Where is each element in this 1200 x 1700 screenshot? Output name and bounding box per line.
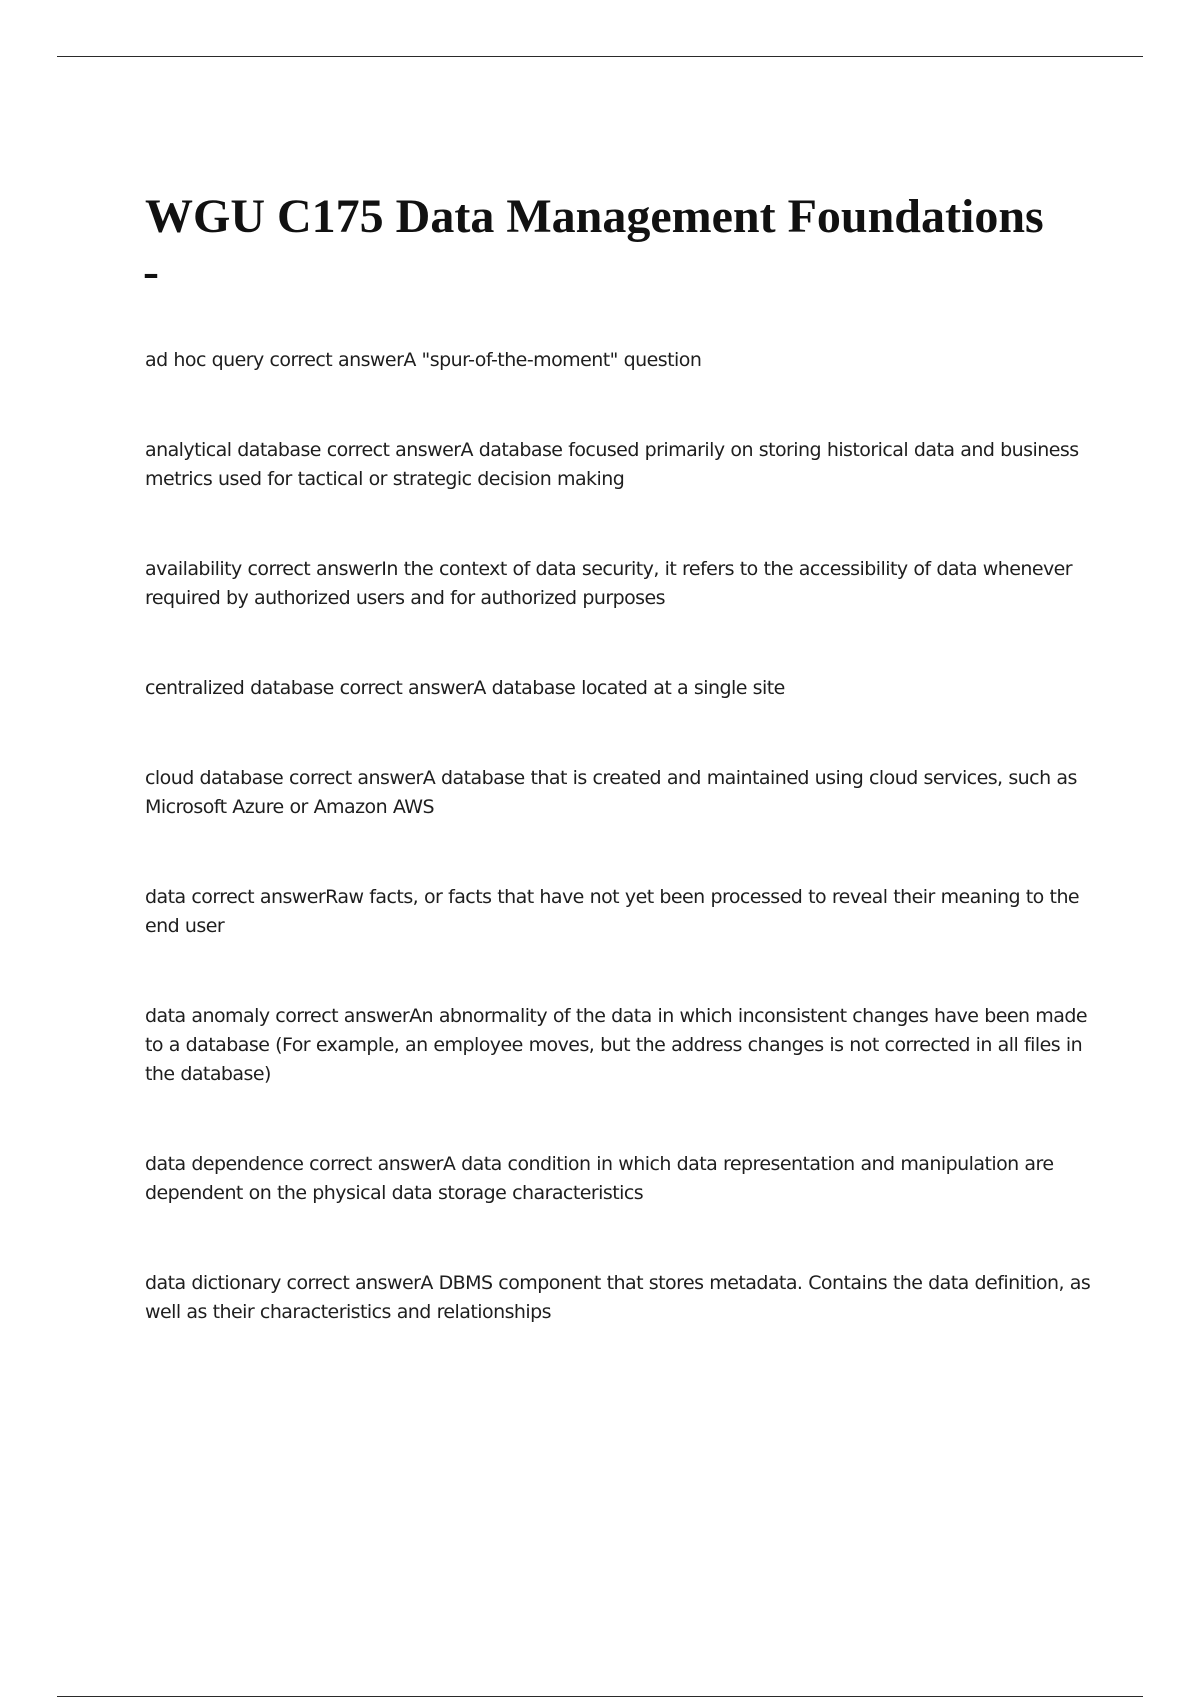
glossary-entry-data-dictionary: data dictionary correct answerA DBMS component that stores metadata. Contains the data definition, as well as their characteristics and relationships xyxy=(145,1272,1091,1323)
glossary-list xyxy=(145,346,1095,1327)
footer-rule xyxy=(57,1696,1143,1697)
page-title: WGU C175 Data Management Foundations xyxy=(145,190,1044,243)
glossary-entry-ad-hoc-query: ad hoc query correct answerA "spur-of-the-moment" question xyxy=(145,349,702,371)
glossary-entry-data-anomaly: data anomaly correct answerAn abnormality of the data in which inconsistent changes have been made to a database (For example, an employee moves, but the address changes is not corrected in all files in the database) xyxy=(145,1005,1088,1085)
header-rule xyxy=(57,56,1143,57)
glossary-entry-availability: availability correct answerIn the context of data security, it refers to the accessibility of data whenever required by authorized users and for authorized purposes xyxy=(145,558,1073,609)
glossary-entry-centralized-database: centralized database correct answerA database located at a single site xyxy=(145,677,785,699)
glossary-entry-data: data correct answerRaw facts, or facts that have not yet been processed to reveal their meaning to the end user xyxy=(145,886,1080,937)
title-block xyxy=(145,188,1075,298)
glossary-entry-analytical-database: analytical database correct answerA database focused primarily on storing historical data and business metrics used for tactical or strategic decision making xyxy=(145,439,1079,490)
page-title-suffix: - xyxy=(143,245,159,298)
glossary-entry-cloud-database: cloud database correct answerA database that is created and maintained using cloud services, such as Microsoft Azure or Amazon AWS xyxy=(145,767,1077,818)
glossary-entry-data-dependence: data dependence correct answerA data condition in which data representation and manipulation are dependent on the physical data storage characteristics xyxy=(145,1153,1054,1204)
